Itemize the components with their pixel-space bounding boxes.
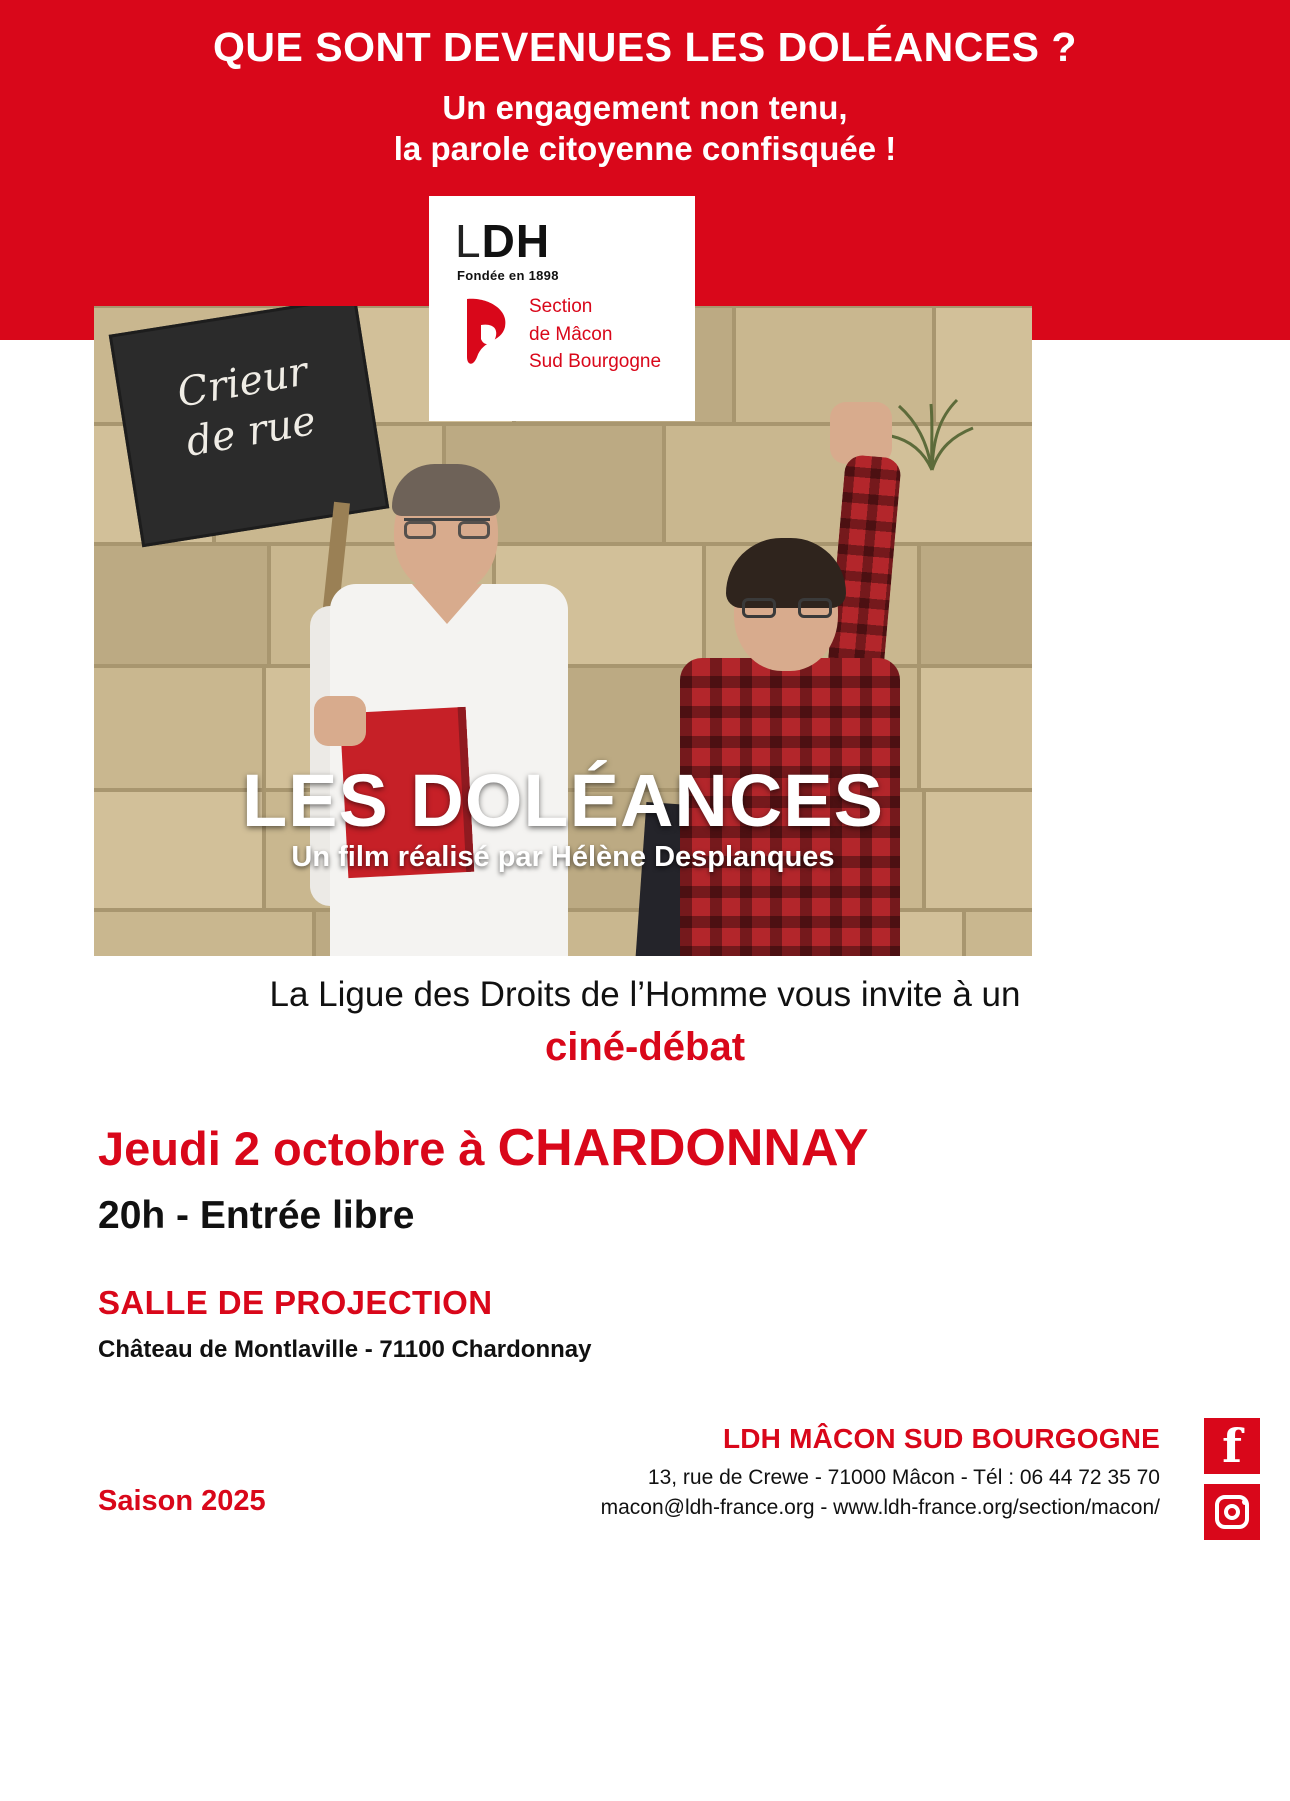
venue-address: Château de Montlaville - 71100 Chardonnay (98, 1336, 592, 1363)
event-type-title: ciné-débat (544, 1025, 746, 1069)
man-hand (314, 696, 366, 746)
instagram-dot (1242, 1499, 1248, 1505)
ldh-section-text (529, 293, 661, 376)
ldh-letter-l: L (455, 215, 482, 267)
wall-brick (964, 910, 1032, 956)
footer-contact (430, 1463, 1160, 1524)
woman-glasses (742, 598, 832, 620)
footer-contact-line1: 13, rue de Crewe - 71000 Mâcon - Tél : 06 44 72 35 70 (647, 1466, 1160, 1489)
facebook-icon[interactable] (1204, 1418, 1260, 1474)
film-title: LES DOLÉANCES (241, 759, 885, 842)
event-time-and-entry: 20h - Entrée libre (98, 1194, 415, 1237)
season-label: Saison 2025 (98, 1485, 266, 1517)
facebook-glyph: f (1222, 1419, 1242, 1473)
invitation-text: La Ligue des Droits de l’Homme vous invite à un (269, 975, 1021, 1014)
wall-plant-icon (887, 392, 977, 472)
ldh-founded-text: Fondée en 1898 (457, 268, 559, 283)
event-date-line (98, 1118, 868, 1178)
social-links (1204, 1418, 1260, 1550)
wall-brick (94, 544, 269, 666)
ldh-flame-icon (465, 295, 511, 367)
banner-subtitle-line2: la parole citoyenne confisquée ! (393, 130, 897, 168)
banner-subtitle-line1: Un engagement non tenu, (442, 89, 848, 127)
event-city: CHARDONNAY (497, 1119, 869, 1177)
ldh-section-line1: Section (529, 296, 593, 317)
instagram-icon[interactable] (1204, 1484, 1260, 1540)
sign-line-2: de rue (182, 397, 320, 466)
ldh-section-line2: de Mâcon (529, 323, 613, 345)
ldh-wordmark (429, 215, 695, 267)
banner-subtitle (0, 87, 1290, 170)
film-credit: Un film réalisé par Hélène Desplanques (291, 841, 835, 873)
wall-brick (919, 544, 1032, 666)
event-date: Jeudi 2 octobre à (98, 1122, 498, 1175)
footer-organisation: LDH MÂCON SUD BOURGOGNE (722, 1423, 1160, 1454)
venue-name: SALLE DE PROJECTION (98, 1284, 493, 1321)
ldh-section-line3: Sud Bourgogne (529, 351, 662, 373)
ldh-logo (429, 196, 695, 421)
sign-line-1: Crieur (173, 348, 311, 417)
instagram-lens (1224, 1504, 1240, 1520)
man-glasses (404, 518, 490, 541)
banner-title: QUE SONT DEVENUES LES DOLÉANCES ? (213, 24, 1077, 70)
footer-contact-line2: macon@ldh-france.org - www.ldh-france.org/section/macon/ (600, 1496, 1160, 1520)
ldh-letters-dh: DH (481, 215, 551, 267)
wall-brick (94, 910, 314, 956)
